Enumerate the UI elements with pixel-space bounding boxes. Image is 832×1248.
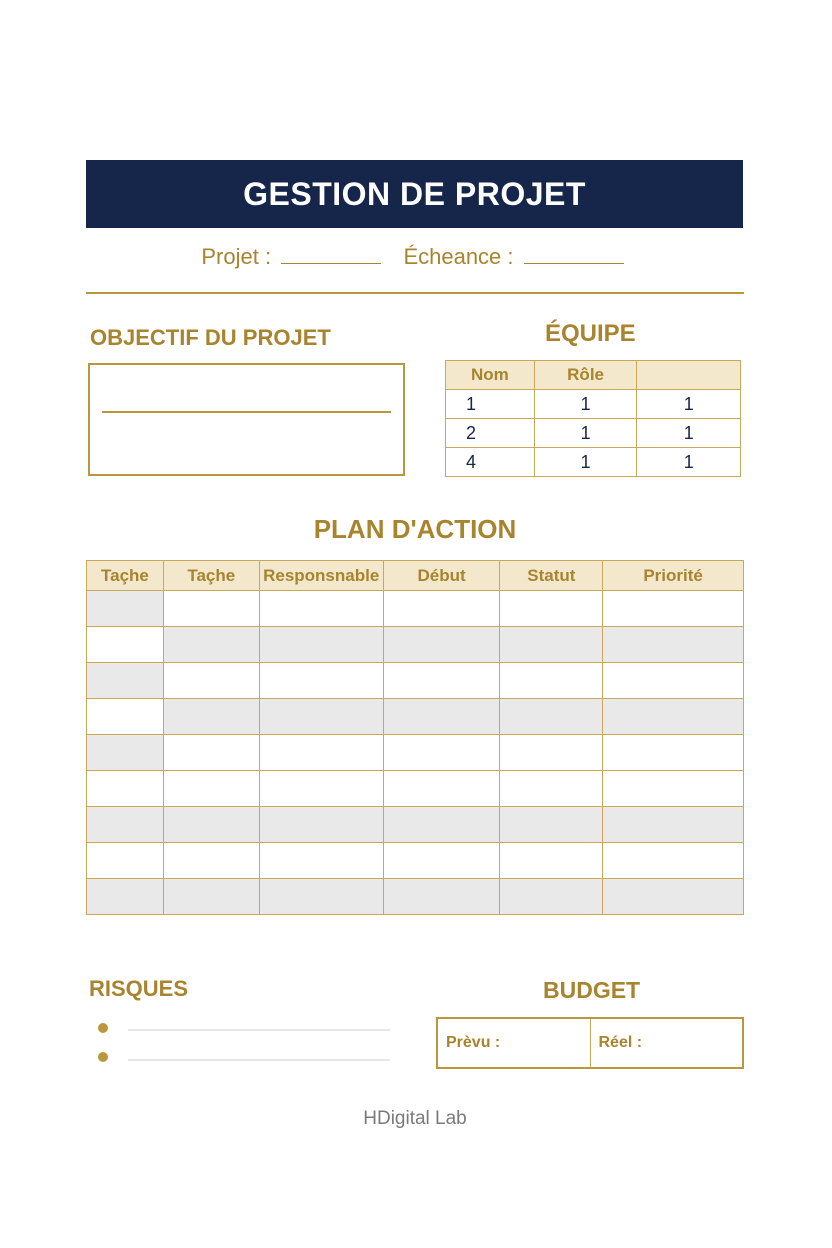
plan-cell[interactable] bbox=[87, 843, 164, 879]
table-row bbox=[446, 419, 741, 448]
team-col-role: Rôle bbox=[534, 361, 637, 390]
plan-cell[interactable] bbox=[500, 663, 603, 699]
team-cell[interactable]: 1 bbox=[637, 419, 741, 448]
plan-cell[interactable] bbox=[383, 771, 500, 807]
plan-cell[interactable] bbox=[383, 735, 500, 771]
plan-cell[interactable] bbox=[383, 663, 500, 699]
plan-cell[interactable] bbox=[87, 699, 164, 735]
plan-cell[interactable] bbox=[603, 771, 744, 807]
plan-col-priority: Priorité bbox=[603, 561, 744, 591]
table-row bbox=[87, 591, 744, 627]
bullet-icon bbox=[98, 1023, 108, 1033]
plan-cell[interactable] bbox=[259, 663, 383, 699]
table-row bbox=[87, 879, 744, 915]
project-label: Projet : bbox=[201, 244, 272, 269]
team-cell[interactable]: 1 bbox=[446, 390, 535, 419]
plan-header-row bbox=[87, 561, 744, 591]
plan-cell[interactable] bbox=[500, 771, 603, 807]
risk-line[interactable] bbox=[128, 1059, 390, 1061]
plan-cell[interactable] bbox=[500, 735, 603, 771]
bullet-icon bbox=[98, 1052, 108, 1062]
plan-cell[interactable] bbox=[163, 735, 259, 771]
plan-cell[interactable] bbox=[163, 591, 259, 627]
plan-cell[interactable] bbox=[603, 843, 744, 879]
plan-col-start: Début bbox=[383, 561, 500, 591]
plan-cell[interactable] bbox=[383, 627, 500, 663]
table-row bbox=[87, 807, 744, 843]
plan-cell[interactable] bbox=[603, 879, 744, 915]
plan-cell[interactable] bbox=[383, 879, 500, 915]
plan-cell[interactable] bbox=[500, 591, 603, 627]
plan-table bbox=[86, 560, 744, 915]
plan-cell[interactable] bbox=[259, 735, 383, 771]
table-row bbox=[87, 771, 744, 807]
page-title: GESTION DE PROJET bbox=[243, 175, 586, 212]
plan-col-task-2: Taçhe bbox=[163, 561, 259, 591]
deadline-field[interactable] bbox=[524, 245, 624, 264]
plan-cell[interactable] bbox=[603, 807, 744, 843]
plan-cell[interactable] bbox=[259, 627, 383, 663]
plan-col-status: Statut bbox=[500, 561, 603, 591]
team-cell[interactable]: 4 bbox=[446, 448, 535, 477]
team-cell[interactable]: 1 bbox=[534, 419, 637, 448]
plan-cell[interactable] bbox=[87, 591, 164, 627]
plan-cell[interactable] bbox=[603, 735, 744, 771]
plan-cell[interactable] bbox=[259, 843, 383, 879]
plan-cell[interactable] bbox=[603, 699, 744, 735]
plan-cell[interactable] bbox=[383, 699, 500, 735]
plan-cell[interactable] bbox=[259, 771, 383, 807]
team-cell[interactable]: 1 bbox=[637, 448, 741, 477]
budget-box bbox=[436, 1017, 744, 1069]
team-cell[interactable]: 1 bbox=[637, 390, 741, 419]
team-cell[interactable]: 1 bbox=[534, 448, 637, 477]
plan-cell[interactable] bbox=[259, 807, 383, 843]
plan-cell[interactable] bbox=[500, 699, 603, 735]
plan-cell[interactable] bbox=[383, 807, 500, 843]
plan-cell[interactable] bbox=[383, 843, 500, 879]
table-row bbox=[87, 699, 744, 735]
plan-cell[interactable] bbox=[87, 879, 164, 915]
plan-cell[interactable] bbox=[163, 879, 259, 915]
table-row bbox=[87, 627, 744, 663]
plan-cell[interactable] bbox=[163, 627, 259, 663]
header-band bbox=[86, 160, 743, 228]
plan-title: PLAN D'ACTION bbox=[313, 514, 517, 544]
team-title: ÉQUIPE bbox=[545, 320, 636, 347]
plan-cell[interactable] bbox=[383, 591, 500, 627]
plan-cell[interactable] bbox=[87, 807, 164, 843]
budget-planned-label: Prèvu : bbox=[446, 1034, 501, 1051]
footer-brand: HDigital Lab bbox=[363, 1108, 467, 1129]
team-table bbox=[445, 360, 741, 477]
budget-actual-label: Réel : bbox=[598, 1034, 643, 1051]
plan-cell[interactable] bbox=[163, 699, 259, 735]
table-row bbox=[446, 390, 741, 419]
risks-title: RISQUES bbox=[89, 976, 189, 1001]
plan-cell[interactable] bbox=[603, 663, 744, 699]
plan-cell[interactable] bbox=[163, 771, 259, 807]
plan-col-task: Taçhe bbox=[87, 561, 164, 591]
objective-box[interactable] bbox=[88, 363, 405, 476]
plan-cell[interactable] bbox=[500, 627, 603, 663]
team-cell[interactable]: 2 bbox=[446, 419, 535, 448]
project-field[interactable] bbox=[281, 245, 381, 264]
deadline-label: Écheance : bbox=[403, 244, 514, 269]
objective-line bbox=[102, 411, 391, 413]
budget-actual-cell[interactable] bbox=[590, 1019, 743, 1067]
plan-cell[interactable] bbox=[500, 843, 603, 879]
plan-cell[interactable] bbox=[87, 771, 164, 807]
team-col-name: Nom bbox=[446, 361, 535, 390]
table-row bbox=[446, 448, 741, 477]
risk-line[interactable] bbox=[128, 1029, 390, 1031]
plan-cell[interactable] bbox=[500, 807, 603, 843]
plan-cell[interactable] bbox=[87, 663, 164, 699]
plan-cell[interactable] bbox=[603, 591, 744, 627]
plan-cell[interactable] bbox=[87, 735, 164, 771]
plan-cell[interactable] bbox=[163, 807, 259, 843]
budget-title: BUDGET bbox=[543, 977, 641, 1003]
team-cell[interactable]: 1 bbox=[534, 390, 637, 419]
divider bbox=[86, 292, 744, 294]
plan-cell[interactable] bbox=[259, 699, 383, 735]
plan-cell[interactable] bbox=[259, 591, 383, 627]
table-row bbox=[87, 735, 744, 771]
plan-cell[interactable] bbox=[163, 663, 259, 699]
plan-cell[interactable] bbox=[603, 627, 744, 663]
plan-cell[interactable] bbox=[87, 627, 164, 663]
team-col-extra bbox=[637, 361, 741, 390]
table-row bbox=[87, 663, 744, 699]
meta-line bbox=[86, 244, 743, 270]
budget-planned-cell[interactable] bbox=[438, 1019, 590, 1067]
objective-title: OBJECTIF DU PROJET bbox=[90, 325, 331, 350]
team-header-row bbox=[446, 361, 741, 390]
plan-cell[interactable] bbox=[259, 879, 383, 915]
plan-cell[interactable] bbox=[500, 879, 603, 915]
plan-cell[interactable] bbox=[163, 843, 259, 879]
table-row bbox=[87, 843, 744, 879]
plan-col-owner: Responsnable bbox=[259, 561, 383, 591]
